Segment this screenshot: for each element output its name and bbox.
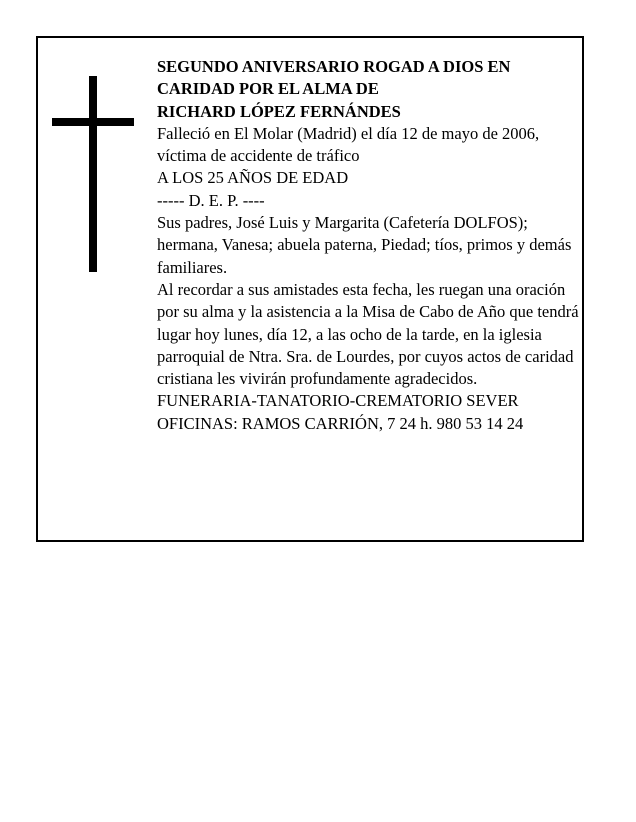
- cross-icon: [52, 76, 134, 272]
- family-members: Sus padres, José Luis y Margarita (Cafetería DOLFOS); hermana, Vanesa; abuela paterna, Piedad; tíos, primos y demás familiares.: [157, 213, 572, 277]
- rest-in-peace: ----- D. E. P. ----: [157, 190, 265, 210]
- notice-text: [157, 56, 581, 435]
- obituary-notice: [36, 36, 584, 542]
- death-info: Falleció en El Molar (Madrid) el día 12 de mayo de 2006, víctima de accidente de tráfico: [157, 123, 540, 166]
- age-at-death: A LOS 25 AÑOS DE EDAD: [157, 168, 349, 188]
- mass-invitation: Al recordar a sus amistades esta fecha, les ruegan una oración por su alma y la asistencia a la Misa de Cabo de Año que tendrá lugar hoy lunes, día 12, a las ocho de la tarde, en la iglesia parroquial de Ntra. Sra. de Lourdes, por cuyos actos de caridad cristiana les vivirán profundamente agradecidos.: [157, 279, 579, 389]
- offices-contact: OFICINAS: RAMOS CARRIÓN, 7 24 h. 980 53 14 24: [157, 413, 524, 433]
- cross-horizontal-bar: [52, 118, 134, 126]
- heading-line-1: SEGUNDO ANIVERSARIO ROGAD A DIOS EN: [157, 57, 511, 76]
- funeral-home: FUNERARIA-TANATORIO-CREMATORIO SEVER: [157, 391, 519, 411]
- heading-line-2: CARIDAD POR EL ALMA DE: [157, 79, 379, 99]
- cross-vertical-bar: [89, 76, 97, 272]
- deceased-name: RICHARD LÓPEZ FERNÁNDES: [157, 101, 401, 121]
